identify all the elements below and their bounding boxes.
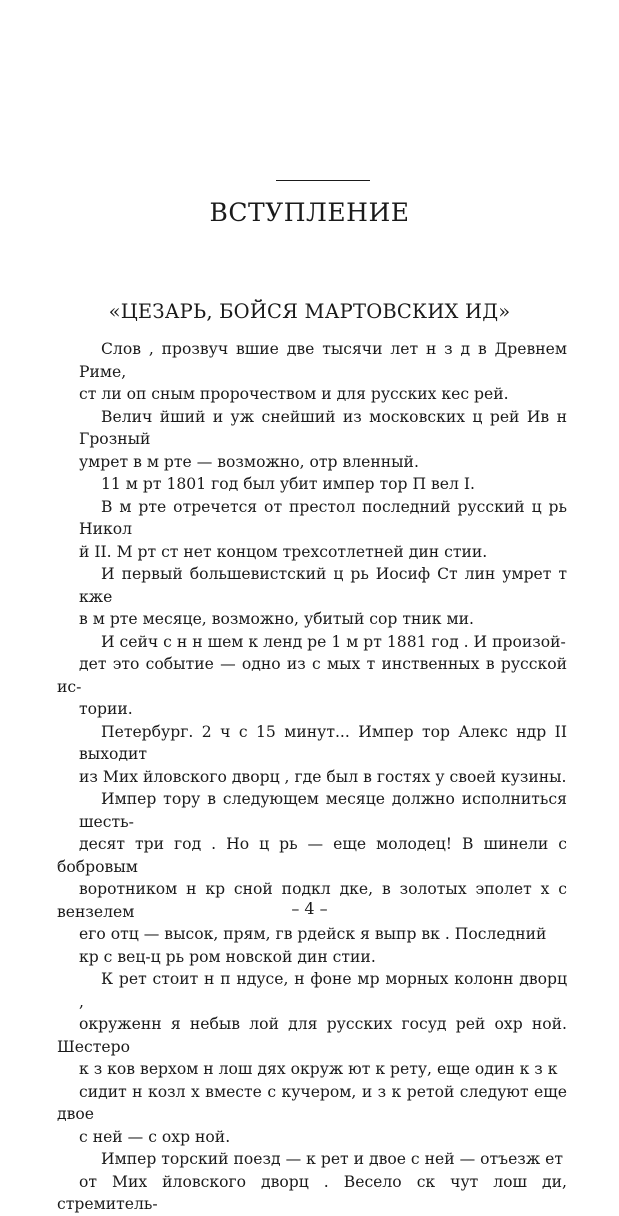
body-text: [57, 338, 567, 1216]
text-line: в м рте месяце, возможно, убитый сор тник ми.: [79, 610, 474, 628]
text-line: й II. М рт ст нет концом трехсотлетней дин стии.: [79, 542, 488, 561]
text-line: Велич йший и уж снейший из московских ц рей Ив н Грозный: [79, 407, 567, 448]
text-line: дет это событие — одно из с мых т инственных в русской ис-: [57, 655, 567, 696]
text-line: воротником н кр сной подкл дке, в золотых эполет х с вензелем: [57, 880, 567, 921]
text-line: И сейч с н н шем к ленд ре 1 м рт 1881 год . И произой-: [101, 632, 566, 651]
text-line: И первый большевистский ц рь Иосиф Ст лин умрет т кже: [79, 565, 567, 606]
text-line: 11 м рт 1801 год был убит импер тор П вел I.: [101, 475, 475, 493]
text-line: десят три год . Но ц рь — еще молодец! В шинели с бобровым: [57, 835, 567, 876]
chapter-subtitle: «ЦЕЗАРЬ, БОЙСЯ МАРТОВСКИХ ИД»: [108, 300, 511, 323]
text-line: от Мих йловского дворц . Весело ск чут лош ди, стремитель-: [57, 1172, 567, 1213]
paragraph: [57, 788, 567, 968]
paragraph: [57, 631, 567, 721]
chapter-heading: ВСТУПЛЕНИЕ: [209, 198, 410, 227]
paragraph: [79, 473, 567, 496]
heading-rule: [276, 180, 370, 181]
page-number: – 4 –: [291, 899, 328, 918]
text-line: ст ли оп сным пророчеством и для русских кес рей.: [79, 385, 509, 403]
text-line: умрет в м рте — возможно, отр вленный.: [79, 452, 419, 471]
text-line: к з ков верхом н лош дях окруж ют к рету, еще один к з к: [79, 1060, 558, 1078]
text-line: окруженн я небыв лой для русских госуд рей охр ной. Шестеро: [57, 1015, 567, 1056]
text-line: с ней — с охр ной.: [79, 1127, 231, 1146]
paragraph: [79, 338, 567, 406]
paragraph: [57, 1148, 567, 1216]
paragraph: [79, 563, 567, 631]
text-line: кр с вец-ц рь ром новской дин стии.: [79, 947, 376, 966]
paragraph: [57, 968, 567, 1148]
text-line: Слов , прозвуч вшие две тысячи лет н з д в Древнем Риме,: [79, 340, 567, 381]
text-line: В м рте отречется от престол последний русский ц рь Никол: [79, 497, 567, 538]
text-line: Импер тору в следующем месяце должно исполниться шесть-: [79, 790, 567, 831]
text-line: К рет стоит н п ндусе, н фоне мр морных колонн дворц ,: [79, 970, 567, 1011]
text-line: Импер торский поезд — к рет и двое с ней — отъезж ет: [101, 1150, 563, 1168]
paragraph: [79, 496, 567, 564]
paragraph: [79, 406, 567, 474]
text-line: из Мих йловского дворц , где был в гостях у своей кузины.: [79, 767, 567, 786]
text-line: тории.: [79, 700, 133, 718]
text-line: Петербург. 2 ч с 15 минут... Импер тор Алекс ндр II выходит: [79, 722, 567, 763]
text-line: сидит н козл х вместе с кучером, и з к ретой следуют еще двое: [57, 1082, 567, 1123]
paragraph: [79, 721, 567, 789]
text-line: его отц — высок, прям, гв рдейск я выпр вк . Последний: [79, 925, 547, 943]
